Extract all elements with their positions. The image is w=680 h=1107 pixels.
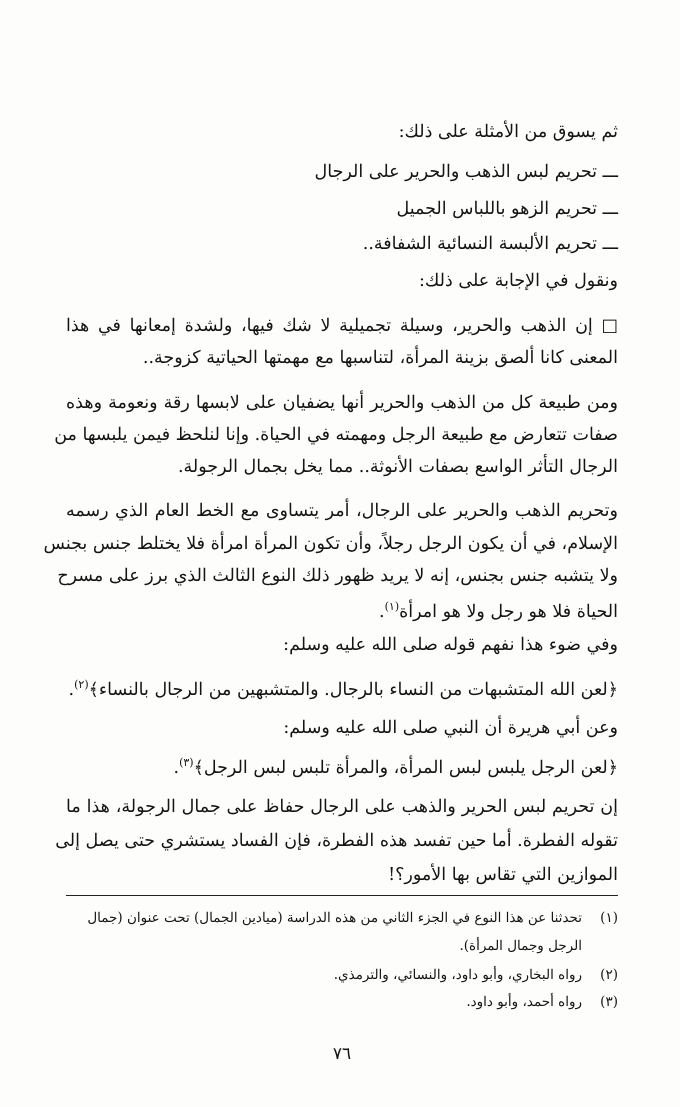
paragraph-line: □ إن الذهب والحرير، وسيلة تجميلية لا شك فيها، ولشدة إمعانها في هذا [66,316,618,336]
footnote-text: رواه البخاري، وأبو داود، والنسائي، والترمذي. [333,967,582,983]
hadith-quote: ﴿لعن الرجل يلبس لبس المرأة، والمرأة تلبس لبس الرجل﴾$^{(٣)}$. [173,756,618,778]
paragraph-line: صفات تتعارض مع طبيعة الرجل ومهمته في الحياة. وإنا لنلحظ فيمن يلبسها من [54,425,618,445]
paragraph-line: وعن أبي هريرة أن النبي صلى الله عليه وسلم: [283,718,618,738]
hadith-quote: ﴿لعن الله المتشبهات من النساء بالرجال. والمتشبهين من الرجال بالنساء﴾$^{(٢)}$. [68,678,618,700]
footnote-continuation: الرجل وجمال المرأة). [459,938,582,954]
footnote-number: (١) [600,910,618,926]
paragraph-line: الموازين التي تقاس بها الأمور؟! [388,865,618,885]
paragraph-line: تقوله الفطرة. أما حين تفسد هذه الفطرة، فإن الفساد يستشري حتى يصل إلى [55,831,618,851]
page-number: ٧٦ [332,1044,352,1064]
footnote-number: (٢) [600,967,618,983]
paragraph-line: وتحريم الذهب والحرير على الرجال، أمر يتساوى مع الخط العام الذي رسمه [66,501,618,521]
list-item: ـــ تحريم الزهو باللباس الجميل [396,199,618,219]
paragraph-line: الإسلام، في أن يكون الرجل رجلاً، وأن تكون المرأة امرأة فلا يختلط جنس بجنس [43,534,618,554]
list-item: ـــ تحريم لبس الذهب والحرير على الرجال [314,162,618,182]
footnote-number: (٣) [600,994,618,1010]
footnote-ref: (٢) [74,678,89,691]
footnote-text: تحدثنا عن هذا النوع في الجزء الثاني من هذه الدراسة (ميادين الجمال) تحت عنوان (جمال [87,910,582,926]
footnote-ref: (١) [384,600,400,613]
paragraph-line: الحياة فلا هو رجل ولا هو امرأة$^{(١)}$. [379,600,618,622]
footnote [66,989,618,1015]
paragraph-line: وفي ضوء هذا نفهم قوله صلى الله عليه وسلم: [283,635,618,655]
line-text: الحياة فلا هو رجل ولا هو امرأة [399,601,618,622]
footnote-ref: (٣) [179,756,194,769]
footnote-text: رواه أحمد، وأبو داود. [466,994,582,1010]
paragraph-line: ونقول في الإجابة على ذلك: [419,271,618,291]
paragraph-line: إن تحريم لبس الحرير والذهب على الرجال حفاظ على جمال الرجولة، هذا ما [66,797,618,817]
footnote [66,905,618,931]
paragraph-line: المعنى كانا ألصق بزينة المرأة، لتناسبها مع مهمتها الحياتية كزوجة.. [142,348,618,368]
footnote [66,962,618,988]
quote-text: ﴿لعن الله المتشبهات من النساء بالرجال. والمتشبهين من الرجال بالنساء﴾ [88,679,618,700]
paragraph-line: ولا يتشبه جنس بجنس، إنه لا يريد ظهور ذلك النوع الثالث الذي برز على مسرح [57,566,618,586]
paragraph-line: الرجال التأثر الواسع بصفات الأنوثة.. مما يخل بجمال الرجولة. [177,457,618,477]
quote-text: ﴿لعن الرجل يلبس لبس المرأة، والمرأة تلبس لبس الرجل﴾ [193,757,618,778]
document-page [43,0,618,1107]
paragraph-line: ثم يسوق من الأمثلة على ذلك: [398,122,618,142]
footnote-divider [66,895,618,896]
paragraph-line: ومن طبيعة كل من الذهب والحرير أنها يضفيان على لابسها رقة ونعومة وهذه [66,393,618,413]
list-item: ـــ تحريم الألبسة النسائية الشفافة.. [362,234,618,254]
